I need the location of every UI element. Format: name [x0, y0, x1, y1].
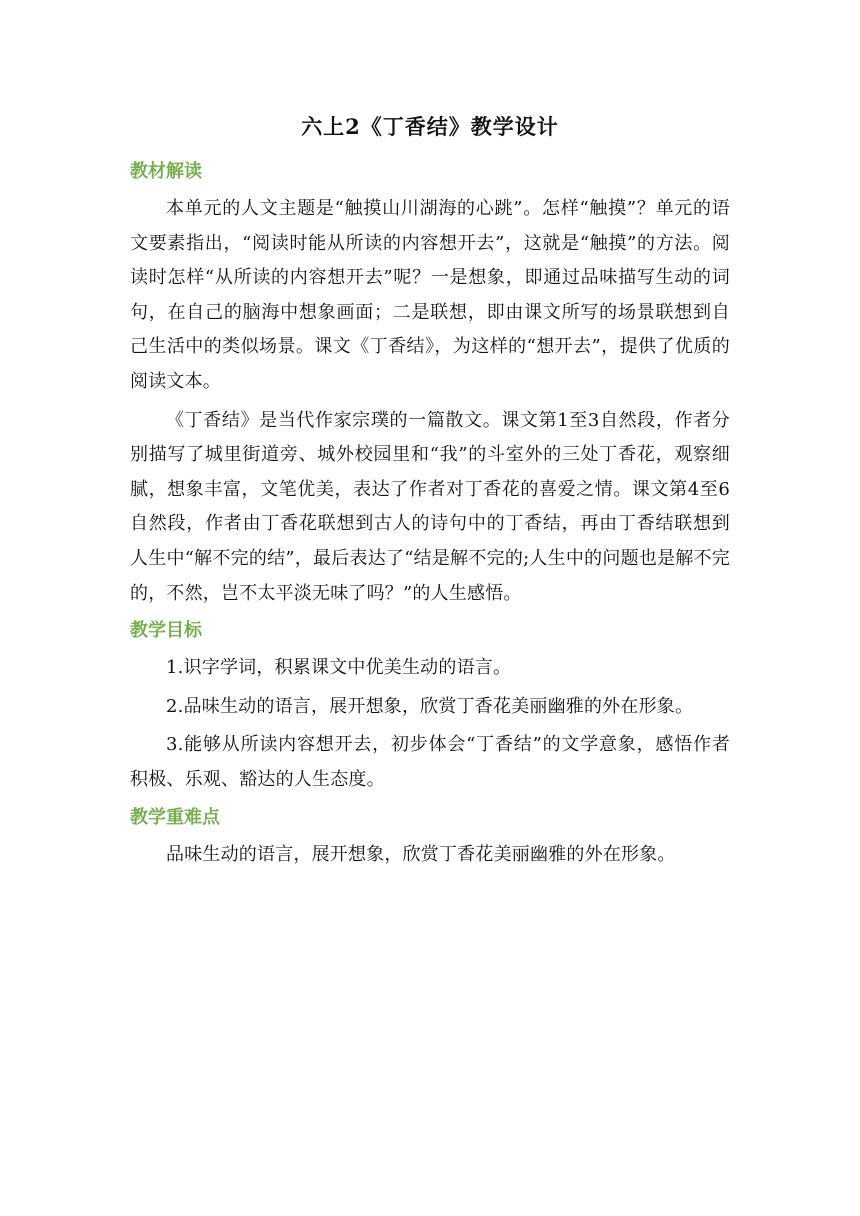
document-title: 六上2《丁香结》教学设计	[301, 114, 559, 139]
section-heading: 教学目标	[130, 620, 202, 642]
objective-item: 3.能够从所读内容想开去，初步体会“丁香结”的文学意象，感悟作者积极、乐观、豁达的人生态度。	[130, 734, 730, 790]
paragraph: 本单元的人文主题是“触摸山川湖海的心跳”。怎样“触摸”？单元的语文要素指出，“阅读时能从所读的内容想开去”，这就是“触摸”的方法。阅读时怎样“从所读的内容想开去”呢？一是想象，即通过品味描写生动的词句，在自己的脑海中想象画面；二是联想，即由课文所写的场景联想到自己生活中的类似场景。课文《丁香结》，为这样的“想开去”，提供了优质的阅读文本。	[130, 198, 730, 392]
document-page	[130, 110, 730, 876]
section-textbook-interpretation	[130, 156, 730, 611]
section-teaching-objectives	[130, 615, 730, 797]
objective-item: 1.识字学词，积累课文中优美生动的语言。	[166, 657, 512, 679]
section-heading: 教材解读	[130, 161, 202, 182]
section-heading: 教学重难点	[130, 806, 220, 828]
paragraph: 《丁香结》是当代作家宗璞的一篇散文。课文第1至3自然段，作者分别描写了城里街道旁、城外校园里和“我”的斗室外的三处丁香花，观察细腻，想象丰富，文笔优美，表达了作者对丁香花的喜爱之情。课文第4至6自然段，作者由丁香花联想到古人的诗句中的丁香结，再由丁香结联想到人生中“解不完的结”，最后表达了“结是解不完的;人生中的问题也是解不完的，不然，岂不太平淡无味了吗？”的人生感悟。	[130, 409, 730, 604]
objective-item: 2.品味生动的语言，展开想象，欣赏丁香花美丽幽雅的外在形象。	[166, 695, 694, 717]
section-key-difficulties	[130, 802, 730, 873]
paragraph: 品味生动的语言，展开想象，欣赏丁香花美丽幽雅的外在形象。	[166, 843, 676, 865]
